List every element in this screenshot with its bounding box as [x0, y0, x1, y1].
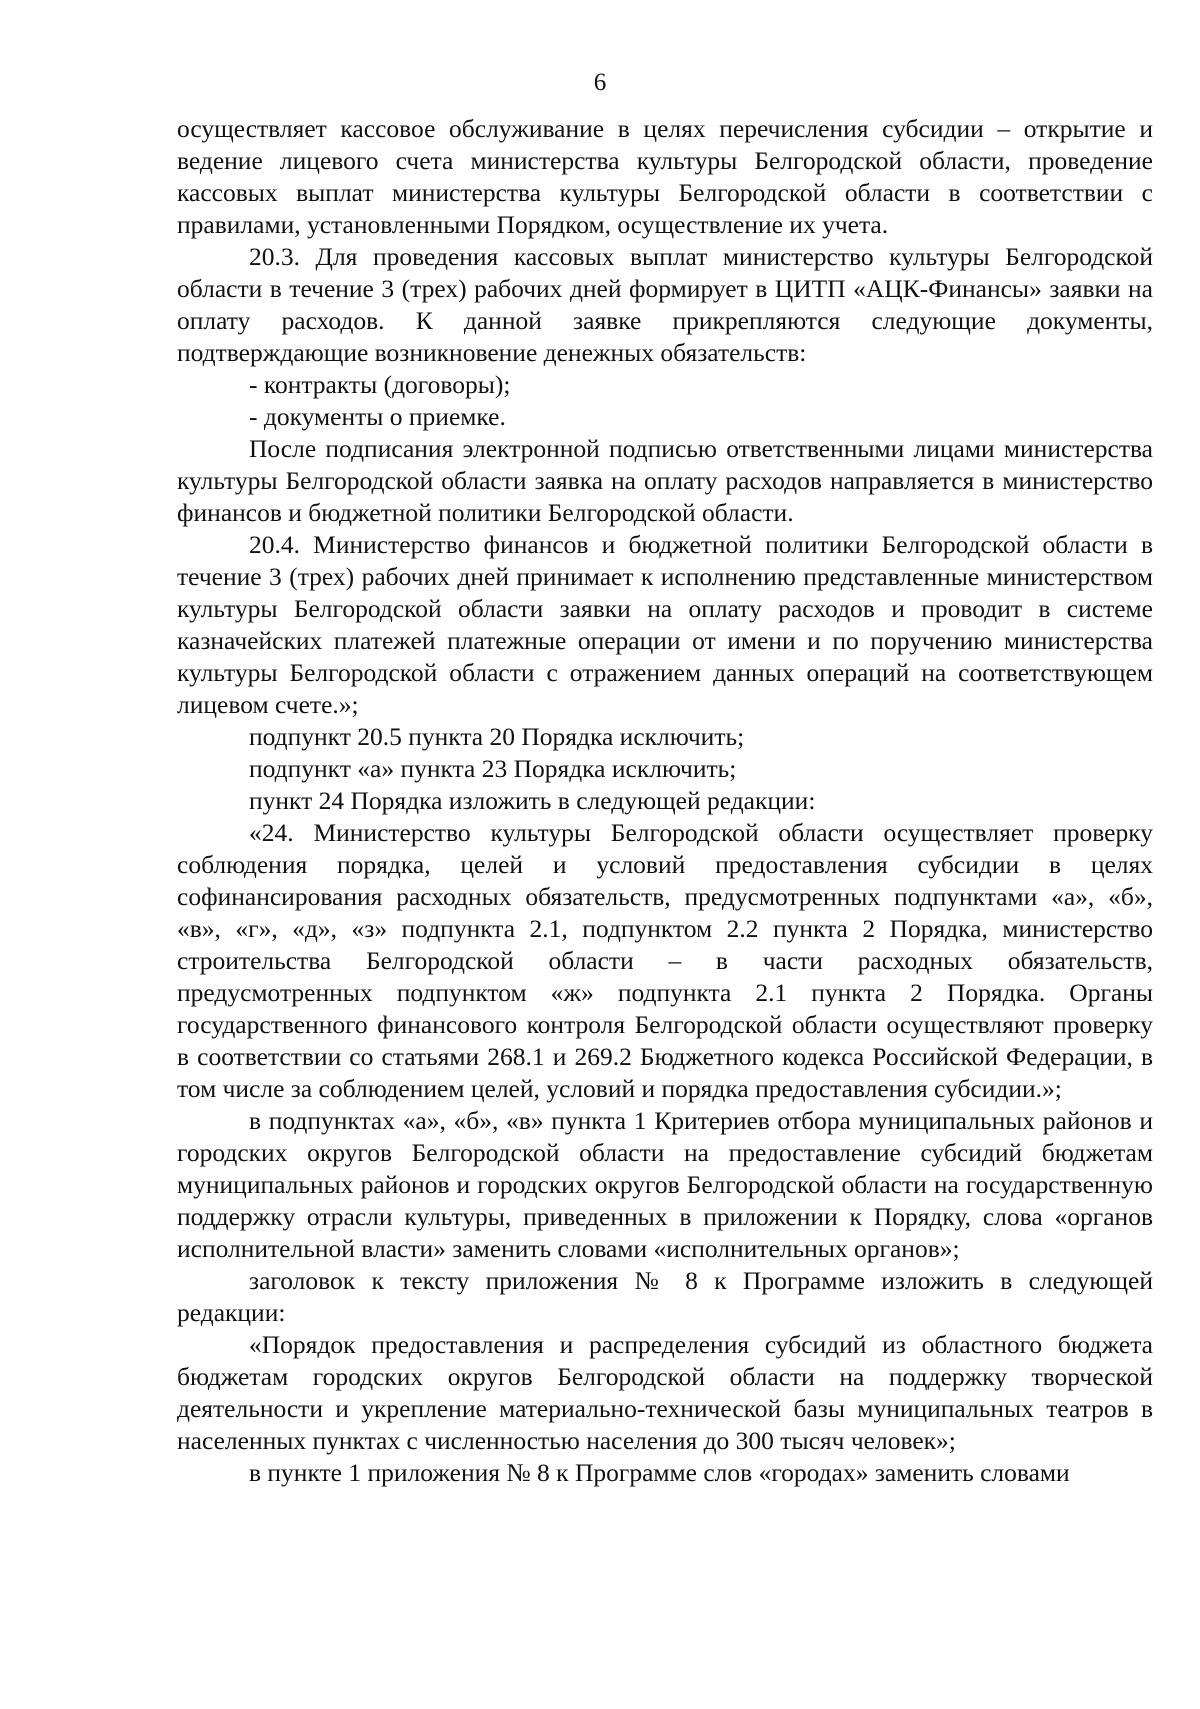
paragraph-exclude-20-5: подпункт 20.5 пункта 20 Порядка исключить;	[249, 722, 745, 751]
paragraph-appendix-8-title: «Порядок предоставления и распределения субсидий из областного бюджета бюджетам городских округов Белгородской области на поддержку творческой деятельности и укрепление материально-технической базы муниципальных театров в населенных пунктах с численностью населения до 300 тысяч человек»;	[177, 1330, 1153, 1455]
paragraph-20-4: 20.4. Министерство финансов и бюджетной политики Белгородской области в течение 3 (трех) рабочих дней принимает к исполнению представленные министерством культуры Белгородской области заявки на оплату расходов и проводит в системе казначейских платежей платежные операции от имени и по поручению министерства культуры Белгородской области с отражением данных операций на соответствующем лицевом счете.»;	[177, 530, 1153, 719]
list-item-contracts: - контракты (договоры);	[249, 370, 511, 399]
paragraph-appendix-8-point-1: в пункте 1 приложения № 8 к Программе слов «городах» заменить словами	[249, 1458, 1070, 1487]
list-item-acceptance-documents: - документы о приемке.	[249, 402, 506, 431]
document-body	[177, 113, 1153, 1489]
paragraph-criteria: в подпунктах «а», «б», «в» пункта 1 Критериев отбора муниципальных районов и городских округов Белгородской области на предоставление субсидий бюджетам муниципальных районов и городских округов Белгородской области на государственную поддержку отрасли культуры, приведенных в приложении к Порядку, слова «органов исполнительной власти» заменить словами «исполнительных органов»;	[177, 1106, 1153, 1263]
page-number: 6	[593, 69, 607, 96]
paragraph-20-3: 20.3. Для проведения кассовых выплат министерство культуры Белгородской области в течение 3 (трех) рабочих дней формирует в ЦИТП «АЦК-Финансы» заявки на оплату расходов. К данной заявке прикрепляются следующие документы, подтверждающие возникновение денежных обязательств:	[177, 242, 1153, 367]
paragraph-continuation: осуществляет кассовое обслуживание в целях перечисления субсидии – открытие и ведение лицевого счета министерства культуры Белгородской области, проведение кассовых выплат министерства культуры Белгородской области в соответствии с правилами, установленными Порядком, осуществление их учета.	[177, 114, 1153, 239]
paragraph-after-signing: После подписания электронной подписью ответственными лицами министерства культуры Белгородской области заявка на оплату расходов направляется в министерство финансов и бюджетной политики Белгородской области.	[177, 434, 1153, 527]
paragraph-point-24: «24. Министерство культуры Белгородской области осуществляет проверку соблюдения порядка, целей и условий предоставления субсидии в целях софинансирования расходных обязательств, предусмотренных подпунктами «а», «б», «в», «г», «д», «з» подпункта 2.1, подпунктом 2.2 пункта 2 Порядка, министерство строительства Белгородской области – в части расходных обязательств, предусмотренных подпунктом «ж» подпункта 2.1 пункта 2 Порядка. Органы государственного финансового контроля Белгородской области осуществляют проверку в соответствии со статьями 268.1 и 269.2 Бюджетного кодекса Российской Федерации, в том числе за соблюдением целей, условий и порядка предоставления субсидии.»;	[177, 818, 1153, 1103]
paragraph-exclude-23a: подпункт «а» пункта 23 Порядка исключить;	[249, 754, 737, 783]
paragraph-appendix-8-title-intro: заголовок к тексту приложения № 8 к Программе изложить в следующей редакции:	[177, 1266, 1153, 1327]
paragraph-point-24-intro: пункт 24 Порядка изложить в следующей редакции:	[249, 786, 816, 815]
